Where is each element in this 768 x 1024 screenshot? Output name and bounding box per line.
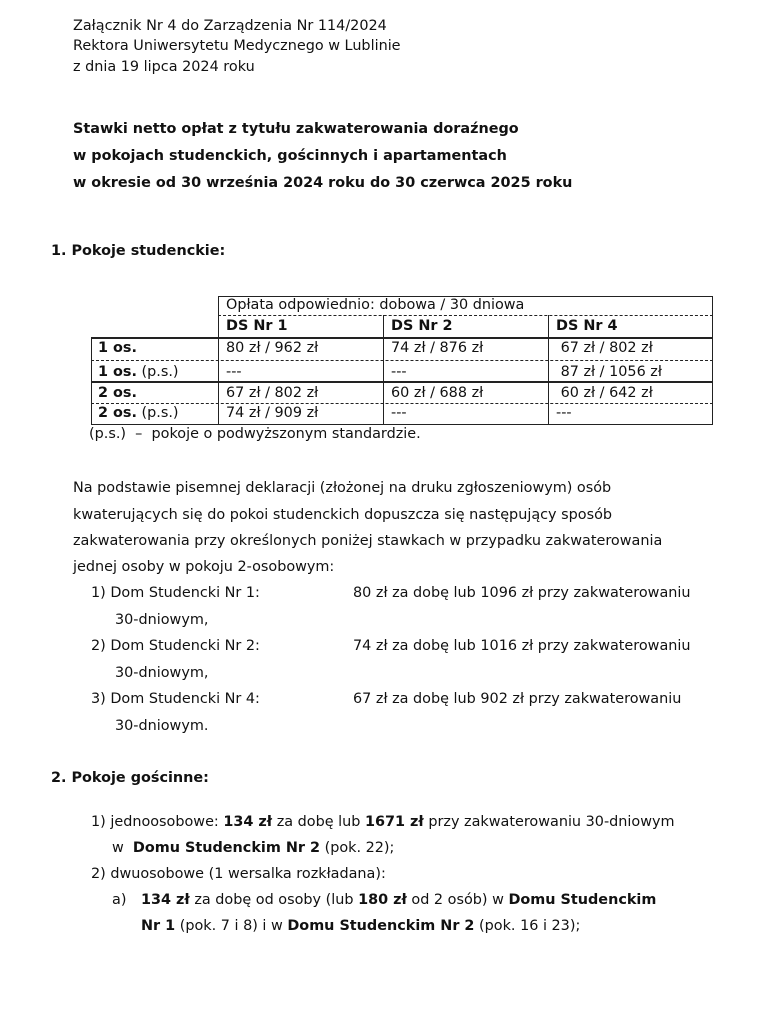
title-line-1: Stawki netto opłat z tytułu zakwaterowania doraźnego — [73, 121, 519, 137]
header-line-1: Załącznik Nr 4 do Zarządzenia Nr 114/2024 — [73, 18, 387, 34]
table-cell: 60 zł / 688 zł — [391, 385, 484, 401]
table-cell: --- — [226, 364, 242, 380]
table-cell: --- — [556, 405, 572, 421]
guest-room-item-1-cont: w Domu Studenckim Nr 2 (pok. 22); — [112, 840, 395, 856]
column-header-ds4: DS Nr 4 — [556, 318, 618, 334]
table-cell: 67 zł / 802 zł — [556, 340, 653, 356]
header-line-2: Rektora Uniwersytetu Medycznego w Lublinie — [73, 38, 401, 54]
paragraph-line: zakwaterowania przy określonych poniżej stawkach w przypadku zakwaterowania — [73, 533, 663, 549]
list-item-value: 67 zł za dobę lub 902 zł przy zakwaterowaniu — [353, 691, 682, 707]
paragraph-line: jednej osoby w pokoju 2-osobowym: — [73, 559, 335, 575]
table-caption: Opłata odpowiednio: dobowa / 30 dniowa — [226, 297, 525, 313]
list-item-continuation: 30-dniowym, — [115, 665, 209, 681]
list-item-continuation: 30-dniowym. — [115, 718, 209, 734]
paragraph-line: Na podstawie pisemnej deklaracji (złożonej na druku zgłoszeniowym) osób — [73, 480, 612, 496]
list-item-value: 80 zł za dobę lub 1096 zł przy zakwaterowaniu — [353, 585, 691, 601]
table-cell: 87 zł / 1056 zł — [556, 364, 662, 380]
guest-room-item-1: 1) jednoosobowe: 134 zł za dobę lub 1671 zł przy zakwaterowaniu 30-dniowym — [91, 814, 675, 830]
table-cell: 60 zł / 642 zł — [556, 385, 653, 401]
title-line-2: w pokojach studenckich, gościnnych i apartamentach — [73, 148, 507, 164]
column-header-ds2: DS Nr 2 — [391, 318, 453, 334]
table-cell: 67 zł / 802 zł — [226, 385, 319, 401]
table-row-label: 1 os. (p.s.) — [98, 364, 179, 380]
guest-room-item-2a: 134 zł za dobę od osoby (lub 180 zł od 2 osób) w Domu Studenckim — [141, 892, 657, 908]
table-cell: 74 zł / 876 zł — [391, 340, 484, 356]
list-item-continuation: 30-dniowym, — [115, 612, 209, 628]
guest-room-item-2a-cont: Nr 1 (pok. 7 i 8) i w Domu Studenckim Nr 2 (pok. 16 i 23); — [141, 918, 581, 934]
section-heading-2: 2. Pokoje gościnne: — [51, 770, 209, 786]
table-cell: --- — [391, 364, 407, 380]
table-row-label: 2 os. — [98, 385, 137, 401]
table-cell: 74 zł / 909 zł — [226, 405, 319, 421]
header-line-3: z dnia 19 lipca 2024 roku — [73, 59, 255, 75]
list-item-value: 74 zł za dobę lub 1016 zł przy zakwaterowaniu — [353, 638, 691, 654]
table-cell: 80 zł / 962 zł — [226, 340, 319, 356]
list-item-label: 2) Dom Studencki Nr 2: — [91, 638, 260, 654]
table-footnote: (p.s.) – pokoje o podwyższonym standardzie. — [89, 426, 421, 442]
table-row-label: 2 os. (p.s.) — [98, 405, 179, 421]
list-item-label: 1) Dom Studencki Nr 1: — [91, 585, 260, 601]
table-cell: --- — [391, 405, 407, 421]
column-header-ds1: DS Nr 1 — [226, 318, 288, 334]
title-line-3: w okresie od 30 września 2024 roku do 30 czerwca 2025 roku — [73, 175, 573, 191]
section-heading-1: 1. Pokoje studenckie: — [51, 243, 226, 259]
table-row-label: 1 os. — [98, 340, 137, 356]
paragraph-line: kwaterujących się do pokoi studenckich dopuszcza się następujący sposób — [73, 507, 613, 523]
list-item-label: 3) Dom Studencki Nr 4: — [91, 691, 260, 707]
guest-room-item-2: 2) dwuosobowe (1 wersalka rozkładana): — [91, 866, 386, 882]
guest-room-item-2a-label: a) — [112, 892, 127, 908]
